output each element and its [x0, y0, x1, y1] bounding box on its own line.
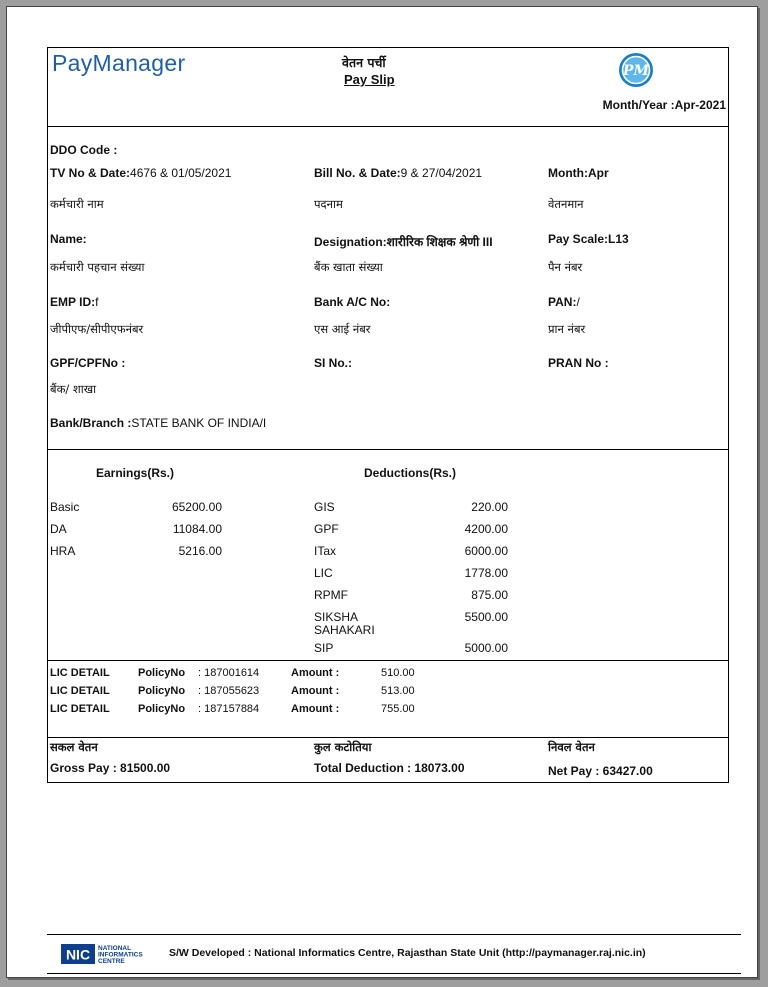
earnings-heading: Earnings(Rs.): [96, 466, 175, 480]
pay-scale: Pay Scale:L13: [548, 232, 629, 246]
lic-amount: 755.00: [381, 703, 415, 715]
hi-pran: प्रान नंबर: [548, 322, 586, 336]
page-title: Pay Slip: [344, 72, 395, 87]
lic-policy-label: PolicyNo: [138, 667, 186, 679]
earning-label: Basic: [50, 500, 80, 514]
month-label: Month:Apr: [548, 166, 609, 180]
deductions-heading: Deductions(Rs.): [364, 466, 457, 480]
lic-policy-no: : 187157884: [198, 703, 260, 715]
hi-bank-branch: बैंक/ शाखा: [50, 382, 97, 396]
bank-branch-value: STATE BANK OF INDIA/I: [131, 416, 267, 430]
earning-label: HRA: [50, 544, 76, 558]
paymanager-logo-icon: [618, 52, 654, 88]
hi-emp-id: कर्मचारी पहचान संख्या: [50, 260, 145, 274]
hi-gross: सकल वेतन: [50, 740, 98, 754]
name-label: Name:: [50, 232, 87, 246]
deduction-value: 1778.00: [464, 566, 508, 580]
hi-gpf: जीपीएफ/सीपीएफनंबर: [50, 322, 144, 336]
deduction-value: 6000.00: [464, 544, 508, 558]
deduction-label: RPMF: [314, 588, 348, 602]
lic-policy-no: : 187055623: [198, 685, 260, 697]
bank-ac-label: Bank A/C No:: [314, 295, 391, 309]
tv-value: 4676 & 01/05/2021: [130, 166, 232, 180]
hi-emp-name: कर्मचारी नाम: [50, 197, 104, 211]
tv-no-date: [50, 166, 231, 180]
net-pay: Net Pay : 63427.00: [548, 764, 653, 778]
svg-text:NIC: NIC: [65, 946, 91, 963]
deduction-label: GPF: [314, 522, 339, 536]
deduction-label-line2: SAHAKARI: [314, 623, 375, 637]
lic-amount-label: Amount :: [291, 685, 340, 697]
deduction-label: SIP: [314, 641, 334, 655]
earnings-deductions: [48, 450, 728, 661]
pran-label: PRAN No :: [548, 356, 609, 370]
hi-net: निवल वेतन: [548, 740, 595, 754]
brand-logo-text: PayManager: [52, 50, 186, 76]
earning-value: 5216.00: [178, 544, 222, 558]
svg-text:NATIONAL: NATIONAL: [98, 945, 132, 952]
bank-branch: [50, 416, 266, 430]
title-hindi: वेतन पर्ची: [342, 55, 386, 70]
bill-label: Bill No. & Date:: [314, 166, 401, 180]
deduction-value: 5000.00: [464, 641, 508, 655]
hi-bank-ac: बैंक खाता संख्या: [314, 260, 383, 274]
deduction-label: ITax: [314, 544, 337, 558]
designation: Designation:शारीरिक शिक्षक श्रेणी III: [314, 235, 493, 249]
deduction-value: 5500.00: [464, 610, 508, 624]
emp-id: [50, 295, 98, 309]
earning-value: 65200.00: [171, 500, 222, 514]
svg-text:PM: PM: [622, 63, 650, 79]
lic-policy-label: PolicyNo: [138, 685, 186, 697]
deduction-value: 4200.00: [464, 522, 508, 536]
deduction-label: GIS: [314, 500, 335, 514]
slip-header: [48, 48, 728, 127]
lic-amount: 513.00: [381, 685, 415, 697]
emp-id-value: f: [95, 295, 99, 309]
lic-amount: 510.00: [381, 667, 415, 679]
lic-amount-label: Amount :: [291, 703, 340, 715]
lic-policy-no: : 187001614: [198, 667, 260, 679]
hi-designation: पदनाम: [314, 197, 343, 211]
lic-amount-label: Amount :: [291, 667, 340, 679]
pay-slip: [47, 47, 729, 783]
footer: [47, 934, 741, 974]
bank-branch-label: Bank/Branch :: [50, 416, 132, 430]
hi-pan: पैन नंबर: [548, 260, 583, 274]
earning-value: 11084.00: [172, 522, 222, 536]
hi-deduction: कुल कटोतिया: [314, 740, 372, 754]
lic-detail-label: LIC DETAIL: [50, 667, 110, 679]
nic-logo-icon: [61, 943, 155, 965]
hi-pay-scale: वेतनमान: [548, 197, 584, 211]
pan-value: /: [576, 295, 580, 309]
ddo-code-label: DDO Code :: [50, 143, 118, 157]
bill-value: 9 & 27/04/2021: [400, 166, 483, 180]
gross-pay: Gross Pay : 81500.00: [50, 761, 171, 775]
lic-policy-label: PolicyNo: [138, 703, 186, 715]
totals: [48, 738, 728, 782]
earning-label: DA: [50, 522, 67, 536]
si-label: SI No.:: [314, 356, 352, 370]
deduction-label: SIKSHA: [314, 610, 359, 624]
svg-text:INFORMATICS: INFORMATICS: [98, 951, 143, 959]
lic-detail-label: LIC DETAIL: [50, 685, 110, 697]
deduction-label: LIC: [314, 566, 333, 580]
pan-label: PAN:: [548, 295, 577, 309]
gpf-label: GPF/CPFNo :: [50, 356, 126, 370]
pay-slip-page: [6, 6, 758, 978]
lic-details: [48, 661, 728, 738]
svg-text:CENTRE: CENTRE: [98, 958, 125, 965]
hi-si: एस आई नंबर: [314, 322, 371, 336]
tv-label: TV No & Date:: [50, 166, 131, 180]
month-year: Month/Year :Apr-2021: [602, 98, 726, 112]
lic-detail-label: LIC DETAIL: [50, 703, 110, 715]
bill-no-date: [314, 166, 482, 180]
emp-id-label: EMP ID:: [50, 295, 96, 309]
deduction-value: 220.00: [471, 500, 508, 514]
employee-info: [48, 127, 728, 450]
total-deduction: Total Deduction : 18073.00: [314, 761, 465, 775]
deduction-value: 875.00: [471, 588, 508, 602]
footer-text: S/W Developed : National Informatics Centre, Rajasthan State Unit (http://paymanager.raj.nic.in): [169, 947, 646, 959]
pan: [548, 295, 580, 309]
